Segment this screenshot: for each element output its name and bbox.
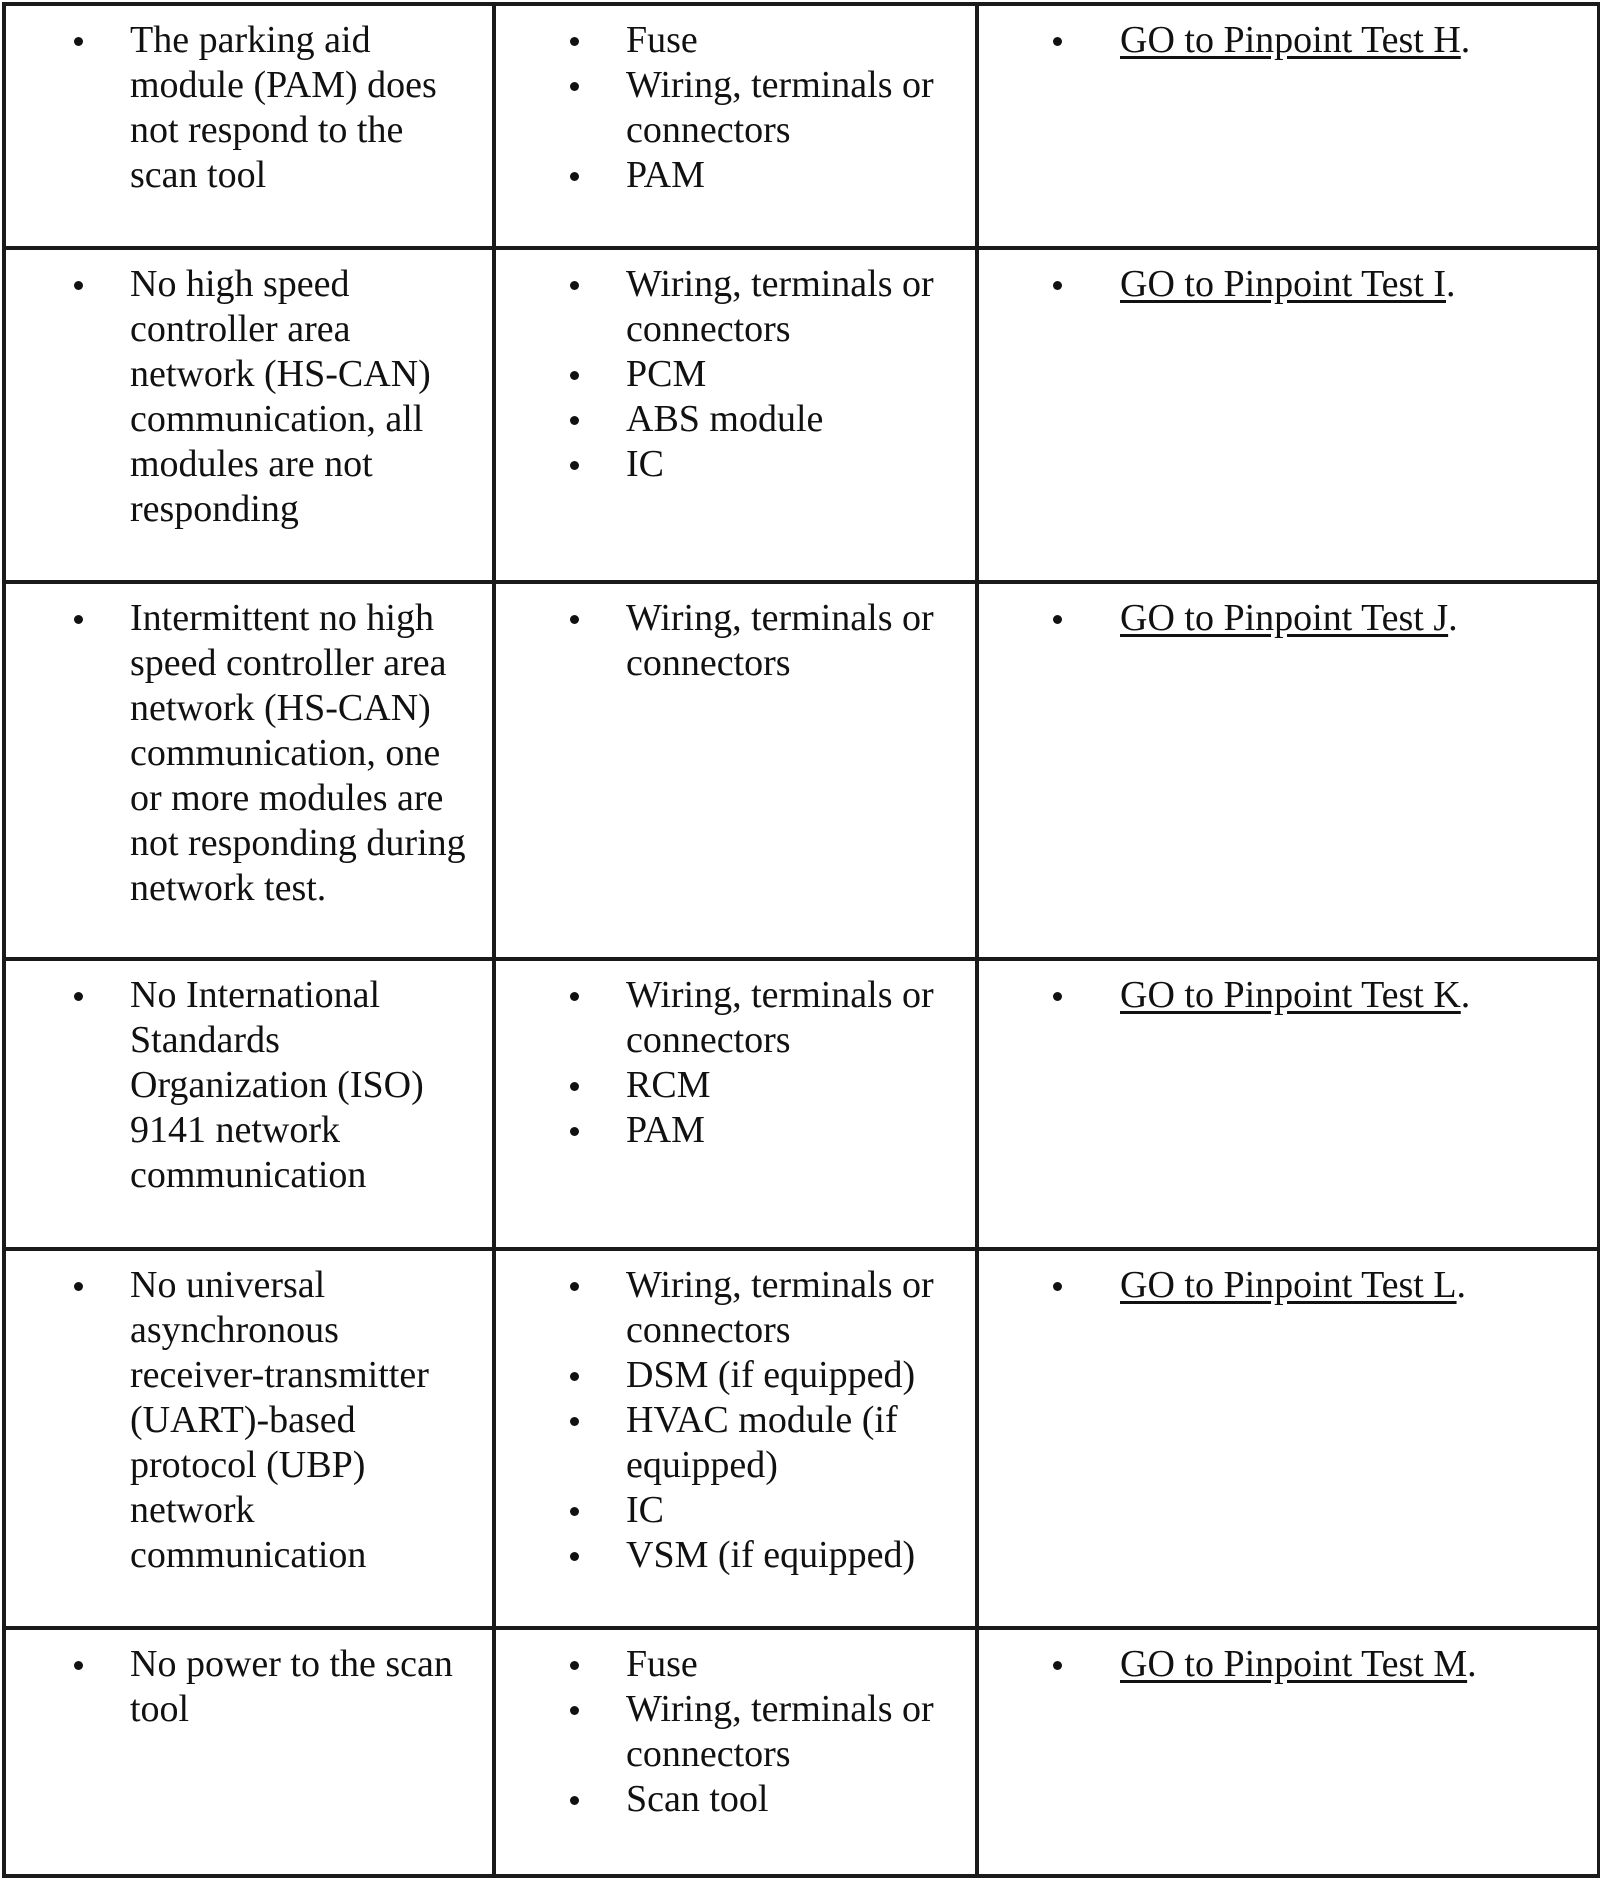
action-cell — [977, 582, 1599, 959]
list-item — [24, 973, 478, 1198]
action-cell — [977, 1249, 1599, 1628]
symptom-text: No International Standards Organization (ISO) 9141 network communication — [130, 974, 424, 1196]
list-item — [514, 262, 961, 352]
list-item — [514, 596, 961, 686]
list-item — [514, 1533, 961, 1578]
list-item — [997, 1642, 1583, 1687]
possible-source-cell — [494, 1249, 977, 1628]
table-row — [4, 1628, 1599, 1876]
symptom-text: No high speed controller area network (HS-CAN) communication, all modules are not responding — [130, 263, 431, 530]
source-text: ABS module — [626, 398, 824, 440]
list-item — [24, 596, 478, 911]
table-row — [4, 1249, 1599, 1628]
bullet-icon — [570, 1417, 579, 1426]
bullet-icon — [74, 992, 83, 1001]
link-suffix: . — [1446, 263, 1456, 305]
symptom-cell — [4, 582, 494, 959]
possible-source-cell — [494, 1628, 977, 1876]
pinpoint-test-link[interactable]: GO to Pinpoint Test J — [1120, 597, 1449, 639]
pinpoint-test-link[interactable]: GO to Pinpoint Test M — [1120, 1643, 1468, 1685]
table-row — [4, 248, 1599, 582]
source-text: PAM — [626, 154, 705, 196]
bullet-icon — [1053, 992, 1062, 1001]
symptom-list — [24, 18, 478, 198]
source-text: VSM (if equipped) — [626, 1534, 916, 1576]
bullet-icon — [570, 992, 579, 1001]
list-item — [514, 397, 961, 442]
symptom-cell — [4, 4, 494, 248]
symptom-list — [24, 1263, 478, 1578]
table-row — [4, 959, 1599, 1249]
action-list — [997, 18, 1583, 63]
source-text: Wiring, terminals or connectors — [626, 1688, 934, 1775]
bullet-icon — [570, 1372, 579, 1381]
source-text: Fuse — [626, 1643, 698, 1685]
table-row — [4, 4, 1599, 248]
pinpoint-test-link[interactable]: GO to Pinpoint Test K — [1120, 974, 1461, 1016]
symptom-list — [24, 1642, 478, 1732]
bullet-icon — [570, 1127, 579, 1136]
list-item — [514, 1063, 961, 1108]
action-cell — [977, 959, 1599, 1249]
action-cell — [977, 1628, 1599, 1876]
source-text: PCM — [626, 353, 707, 395]
bullet-icon — [74, 281, 83, 290]
bullet-icon — [1053, 615, 1062, 624]
source-list — [514, 1642, 961, 1822]
symptom-cell — [4, 1249, 494, 1628]
link-suffix: . — [1448, 597, 1458, 639]
bullet-icon — [570, 1082, 579, 1091]
bullet-icon — [570, 371, 579, 380]
symptom-text: No universal asynchronous receiver-transmitter (UART)-based protocol (UBP) network communication — [130, 1264, 429, 1576]
source-list — [514, 1263, 961, 1578]
action-list — [997, 596, 1583, 641]
list-item — [514, 1642, 961, 1687]
bullet-icon — [570, 1507, 579, 1516]
source-list — [514, 973, 961, 1153]
list-item — [24, 1642, 478, 1732]
bullet-icon — [74, 1282, 83, 1291]
source-list — [514, 596, 961, 686]
list-item — [514, 1687, 961, 1777]
source-text: PAM — [626, 1109, 705, 1151]
symptom-text: No power to the scan tool — [130, 1643, 453, 1730]
pinpoint-test-link[interactable]: GO to Pinpoint Test L — [1120, 1264, 1457, 1306]
possible-source-cell — [494, 959, 977, 1249]
source-text: IC — [626, 443, 664, 485]
bullet-icon — [570, 82, 579, 91]
bullet-icon — [1053, 1661, 1062, 1670]
symptom-text: Intermittent no high speed controller area network (HS-CAN) communication, one or more modules are not responding during network test. — [130, 597, 466, 909]
symptom-list — [24, 596, 478, 911]
list-item — [997, 262, 1583, 307]
list-item — [514, 1108, 961, 1153]
bullet-icon — [570, 37, 579, 46]
list-item — [514, 153, 961, 198]
action-cell — [977, 4, 1599, 248]
source-text: Wiring, terminals or connectors — [626, 263, 934, 350]
list-item — [997, 596, 1583, 641]
source-list — [514, 262, 961, 487]
source-text: Scan tool — [626, 1778, 769, 1820]
source-text: Wiring, terminals or connectors — [626, 1264, 934, 1351]
link-suffix: . — [1460, 974, 1471, 1016]
action-list — [997, 1642, 1583, 1687]
action-list — [997, 973, 1583, 1018]
list-item — [997, 18, 1583, 63]
bullet-icon — [570, 172, 579, 181]
list-item — [514, 352, 961, 397]
list-item — [514, 63, 961, 153]
source-text: RCM — [626, 1064, 711, 1106]
bullet-icon — [1053, 37, 1062, 46]
source-text: Wiring, terminals or connectors — [626, 597, 934, 684]
bullet-icon — [570, 281, 579, 290]
action-list — [997, 1263, 1583, 1308]
symptom-list — [24, 973, 478, 1198]
bullet-icon — [570, 461, 579, 470]
symptom-cell — [4, 1628, 494, 1876]
symptom-list — [24, 262, 478, 532]
link-suffix: . — [1467, 1643, 1477, 1685]
action-cell — [977, 248, 1599, 582]
list-item — [514, 973, 961, 1063]
pinpoint-test-link[interactable]: GO to Pinpoint Test I — [1120, 263, 1446, 305]
list-item — [514, 1263, 961, 1353]
source-text: HVAC module (if equipped) — [626, 1399, 898, 1486]
table-body — [4, 4, 1599, 1876]
diagnostic-symptom-table — [2, 2, 1600, 1878]
bullet-icon — [1053, 281, 1062, 290]
source-text: IC — [626, 1489, 664, 1531]
source-text: Fuse — [626, 19, 698, 61]
bullet-icon — [570, 615, 579, 624]
list-item — [24, 18, 478, 198]
source-list — [514, 18, 961, 198]
symptom-cell — [4, 959, 494, 1249]
bullet-icon — [570, 1706, 579, 1715]
link-suffix: . — [1460, 19, 1471, 61]
link-suffix: . — [1456, 1264, 1467, 1306]
bullet-icon — [1053, 1282, 1062, 1291]
possible-source-cell — [494, 582, 977, 959]
action-list — [997, 262, 1583, 307]
pinpoint-test-link[interactable]: GO to Pinpoint Test H — [1120, 19, 1461, 61]
bullet-icon — [570, 1552, 579, 1561]
bullet-icon — [570, 1796, 579, 1805]
source-text: Wiring, terminals or connectors — [626, 64, 934, 151]
list-item — [514, 1777, 961, 1822]
bullet-icon — [570, 1282, 579, 1291]
source-text: DSM (if equipped) — [626, 1354, 916, 1396]
bullet-icon — [74, 615, 83, 624]
list-item — [514, 1353, 961, 1398]
symptom-cell — [4, 248, 494, 582]
list-item — [514, 1398, 961, 1488]
possible-source-cell — [494, 4, 977, 248]
bullet-icon — [74, 1661, 83, 1670]
bullet-icon — [74, 37, 83, 46]
list-item — [997, 973, 1583, 1018]
table-row — [4, 582, 1599, 959]
list-item — [997, 1263, 1583, 1308]
bullet-icon — [570, 416, 579, 425]
list-item — [514, 1488, 961, 1533]
possible-source-cell — [494, 248, 977, 582]
list-item — [24, 1263, 478, 1578]
list-item — [24, 262, 478, 532]
list-item — [514, 442, 961, 487]
symptom-text: The parking aid module (PAM) does not respond to the scan tool — [130, 19, 437, 196]
source-text: Wiring, terminals or connectors — [626, 974, 934, 1061]
list-item — [514, 18, 961, 63]
bullet-icon — [570, 1661, 579, 1670]
